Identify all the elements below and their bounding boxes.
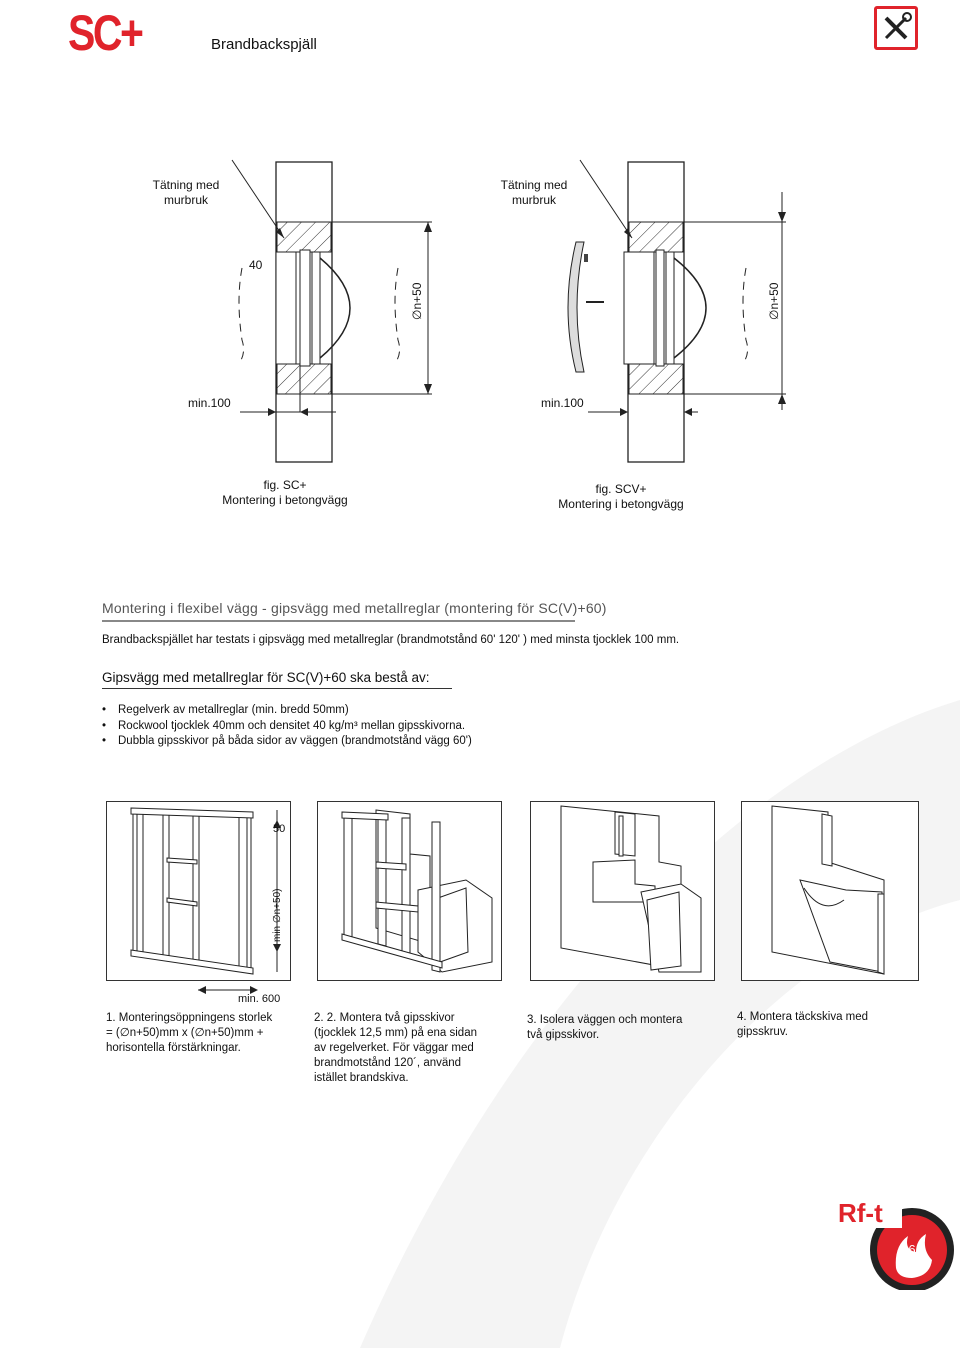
section-title: Montering i flexibel vägg - gipsvägg med metallreglar (montering för SC(V)+60) <box>102 600 607 616</box>
step-3-panel <box>530 801 715 981</box>
dim-vertical: min ∅n+50) <box>272 888 283 942</box>
gypsum-board-one-side-drawing <box>318 802 501 980</box>
scv-plus-drawing <box>568 160 786 462</box>
list-item: • Regelverk av metallreglar (min. bredd 50mm) <box>102 703 472 719</box>
step-4-panel <box>741 801 919 981</box>
left-min-label: min.100 <box>188 396 231 410</box>
section-body: Brandbackspjället har testats i gipsvägg med metallreglar (brandmotstånd 60' 120' ) med minsta tjocklek 100 mm. <box>102 634 680 646</box>
rft-brand-text: Rf-t <box>838 1198 883 1228</box>
sc-plus-logo: SC+ <box>68 5 142 61</box>
right-dim-diameter: ∅n+50 <box>767 282 781 320</box>
rft-logo <box>836 1190 956 1290</box>
sc-plus-drawing <box>232 160 432 462</box>
right-caption: fig. SCV+ Montering i betongvägg <box>558 482 684 511</box>
right-sealing-label: Tätning med murbruk <box>500 178 568 207</box>
concrete-wall-drawings <box>0 0 960 530</box>
step-4-text: 4. Montera täckskiva med gipsskruv. <box>737 1011 869 1038</box>
right-min-label: min.100 <box>541 396 584 410</box>
product-title: Brandbackspjäll <box>211 36 317 53</box>
left-sealing-label: Tätning med murbruk <box>152 178 220 207</box>
step-2-text: 2. 2. Montera två gipsskivor (tjocklek 12,5 mm) på ena sidan av regelverket. För väggar med brandmotstånd 120´, använd istället brandskiva. <box>314 1012 477 1084</box>
list-title: Gipsvägg med metallreglar för SC(V)+60 ska bestå av: <box>102 670 430 685</box>
list-title-underline <box>102 688 452 689</box>
step-3-text: 3. Isolera väggen och montera två gipsskivor. <box>527 1014 683 1041</box>
dim-50: 50 <box>273 823 286 835</box>
step-2-panel <box>317 801 502 981</box>
page-number: 6 <box>908 1242 916 1257</box>
section-divider <box>102 620 575 622</box>
dim-min600: min. 600 <box>238 993 281 1005</box>
list-item: • Dubbla gipsskivor på båda sidor av väggen (brandmotstånd vägg 60') <box>102 734 472 750</box>
left-dim-diameter: ∅n+50 <box>410 282 424 320</box>
cover-board-drawing <box>742 802 918 980</box>
requirements-list <box>102 703 472 750</box>
insulation-boards-drawing <box>531 802 714 980</box>
list-item: • Rockwool tjocklek 40mm och densitet 40 kg/m³ mellan gipsskivorna. <box>102 719 472 735</box>
stud-frame-drawing <box>107 802 290 980</box>
step-1-text: 1. Monteringsöppningens storlek = (∅n+50)mm x (∅n+50)mm + horisontella förstärkningar. <box>106 1012 273 1054</box>
step-1-panel <box>106 801 291 981</box>
left-caption: fig. SC+ Montering i betongvägg <box>222 478 348 507</box>
left-dim-40: 40 <box>249 258 263 272</box>
